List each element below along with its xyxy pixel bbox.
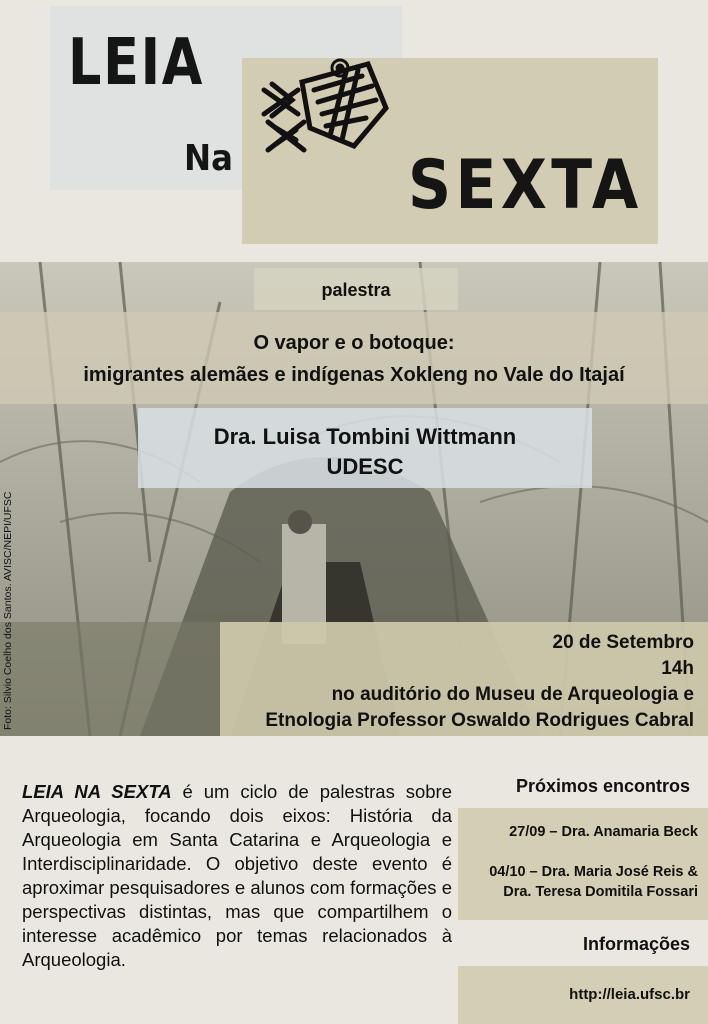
- upcoming-item-2-line1: 04/10 – Dra. Maria José Reis &: [489, 864, 698, 880]
- event-title-line1: O vapor e o botoque:: [253, 332, 455, 354]
- speaker-institution: UDESC: [326, 454, 404, 479]
- event-venue-line2: Etnologia Professor Oswaldo Rodrigues Cabral: [265, 710, 694, 731]
- photo-credit: Foto: Silvio Coelho dos Santos. AVISC/NEPI/UFSC: [2, 491, 14, 730]
- logo-leia: LEIA: [68, 26, 204, 100]
- title-band: [0, 312, 708, 404]
- event-type-label: palestra: [321, 280, 391, 300]
- event-venue-line1: no auditório do Museu de Arqueologia e: [331, 684, 694, 705]
- info-heading: Informações: [582, 934, 690, 954]
- upcoming-item-2-line2: Dra. Teresa Domitila Fossari: [503, 884, 698, 900]
- info-url-link[interactable]: http://leia.ufsc.br: [569, 986, 690, 1003]
- about-paragraph: [22, 780, 452, 972]
- event-title-line2: imigrantes alemães e indígenas Xokleng no Vale do Itajaí: [83, 364, 625, 386]
- upcoming-heading: Próximos encontros: [515, 776, 690, 796]
- event-time: 14h: [661, 658, 694, 679]
- speaker-name: Dra. Luisa Tombini Wittmann: [213, 424, 517, 449]
- indigenous-pattern-emblem-icon: [258, 56, 394, 162]
- logo-sexta: SEXTA: [408, 146, 643, 225]
- about-body: é um ciclo de palestras sobre Arqueologia, focando dois eixos: História da Arqueologia em Santa Catarina e Arqueologia e Interdisciplinaridade. O objetivo deste evento é aproximar pesquisadores e alunos com formações e perspectivas distintas, mas que compartilhem o interesse acadêmico por temas relacionados à Arqueologia.: [22, 781, 452, 970]
- event-date: 20 de Setembro: [552, 632, 694, 653]
- upcoming-item-1: 27/09 – Dra. Anamaria Beck: [509, 824, 698, 840]
- about-lead: LEIA NA SEXTA: [22, 781, 172, 802]
- logo-na: Na: [184, 138, 233, 179]
